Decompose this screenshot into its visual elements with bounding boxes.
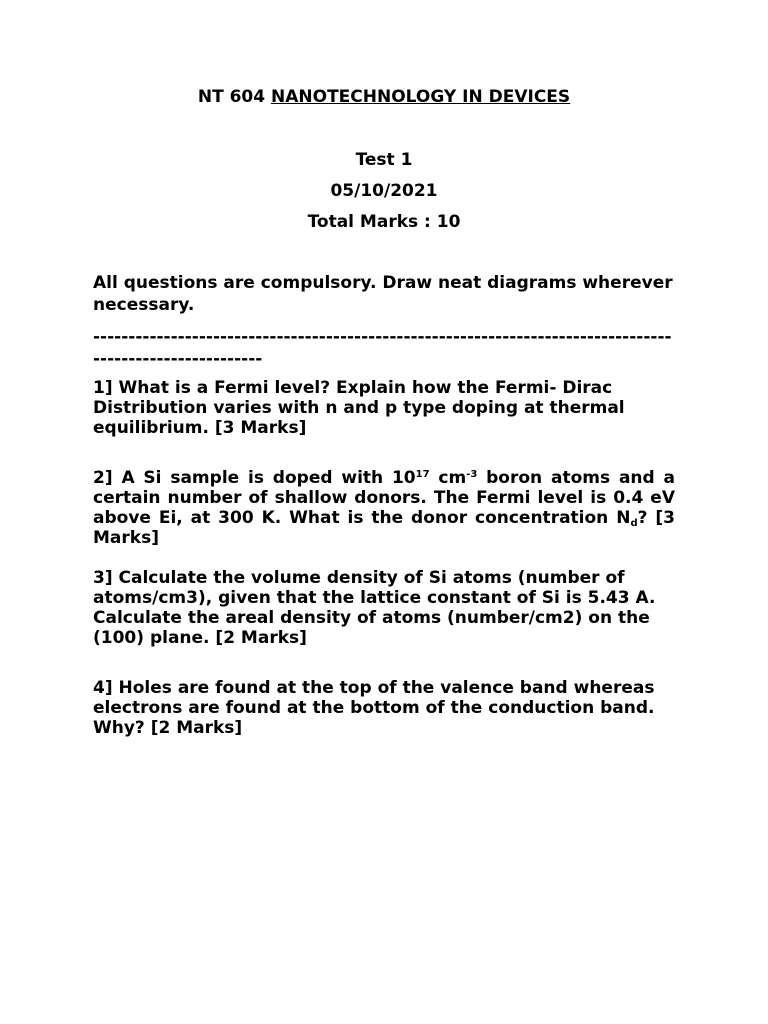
- question-2: [93, 468, 675, 548]
- question-4: 4] Holes are found at the top of the valence band whereas electrons are found at the bottom of the conduction band. Why? [2 Marks]: [93, 678, 655, 738]
- question-2-subscript: d: [630, 518, 638, 529]
- question-3: 3] Calculate the volume density of Si atoms (number of atoms/cm3), given that the lattice constant of Si is 5.43 A. Calculate the areal density of atoms (number/cm2) on the (100) plane. [2 Marks]: [93, 568, 656, 648]
- question-2-exponent-a: 17: [415, 469, 430, 480]
- question-2-text-b: cm: [429, 468, 467, 488]
- course-title: NANOTECHNOLOGY IN DEVICES: [271, 87, 571, 107]
- question-2-text-d: ? [3 Marks]: [93, 508, 675, 548]
- course-heading: [0, 86, 768, 108]
- question-2-exponent-b: -3: [466, 469, 478, 480]
- total-marks: Total Marks : 10: [307, 212, 461, 232]
- divider-line: ----------------------------------------------------------------------------------------------------------: [93, 327, 672, 369]
- test-label: Test 1: [355, 150, 413, 170]
- question-2-text-a: 2] A Si sample is doped with 10: [93, 468, 416, 488]
- question-2-text-c: boron atoms and a certain number of shallow donors. The Fermi level is 0.4 eV above Ei, at 300 K. What is the donor concentration N: [93, 468, 675, 528]
- course-code: NT 604: [197, 87, 266, 107]
- test-date: 05/10/2021: [330, 181, 438, 201]
- question-1: 1] What is a Fermi level? Explain how the Fermi- Dirac Distribution varies with n and p type doping at thermal equilibrium. [3 Marks]: [93, 378, 625, 438]
- instructions: All questions are compulsory. Draw neat diagrams wherever necessary.: [93, 273, 673, 315]
